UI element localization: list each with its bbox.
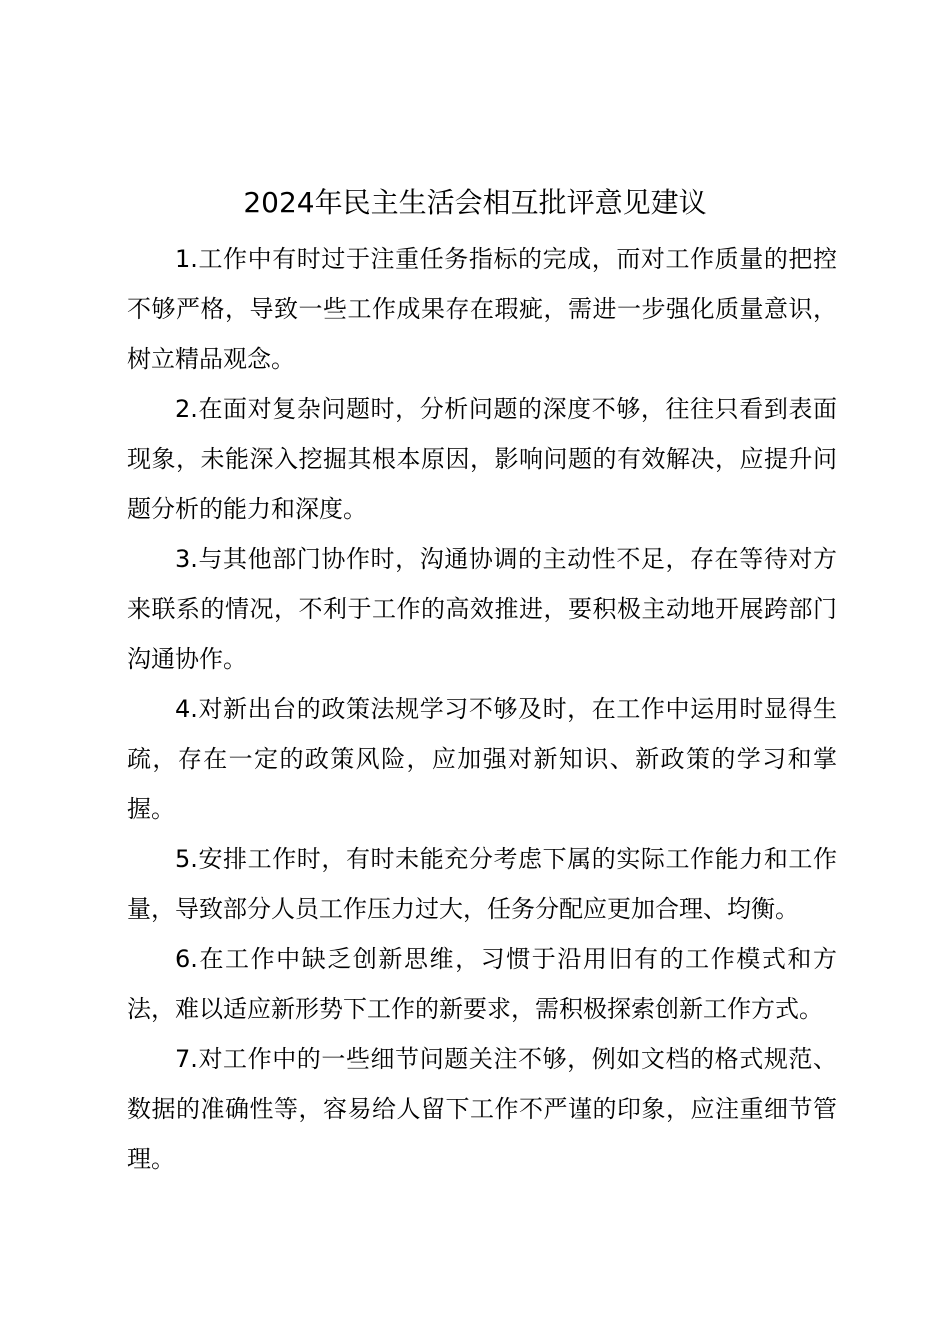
paragraph-7: 7.对工作中的一些细节问题关注不够，例如文档的格式规范、数据的准确性等，容易给人留下工作不严谨的印象，应注重细节管理。 bbox=[127, 1045, 837, 1173]
document-title: 2024年民主生活会相互批评意见建议 bbox=[243, 186, 707, 219]
paragraph-5: 5.安排工作时，有时未能充分考虑下属的实际工作能力和工作量，导致部分人员工作压力过大，任务分配应更加合理、均衡。 bbox=[127, 845, 837, 923]
paragraph-1: 1.工作中有时过于注重任务指标的完成，而对工作质量的把控不够严格，导致一些工作成果存在瑕疵，需进一步强化质量意识，树立精品观念。 bbox=[127, 245, 837, 373]
paragraph-4: 4.对新出台的政策法规学习不够及时，在工作中运用时显得生疏，存在一定的政策风险，应加强对新知识、新政策的学习和掌握。 bbox=[127, 695, 837, 823]
paragraph-3: 3.与其他部门协作时，沟通协调的主动性不足，存在等待对方来联系的情况，不利于工作的高效推进，要积极主动地开展跨部门沟通协作。 bbox=[127, 545, 837, 673]
document-body bbox=[127, 234, 837, 1184]
paragraph-2: 2.在面对复杂问题时，分析问题的深度不够，往往只看到表面现象，未能深入挖掘其根本原因，影响问题的有效解决，应提升问题分析的能力和深度。 bbox=[127, 395, 837, 523]
paragraph-6: 6.在工作中缺乏创新思维，习惯于沿用旧有的工作模式和方法，难以适应新形势下工作的新要求，需积极探索创新工作方式。 bbox=[127, 945, 837, 1023]
